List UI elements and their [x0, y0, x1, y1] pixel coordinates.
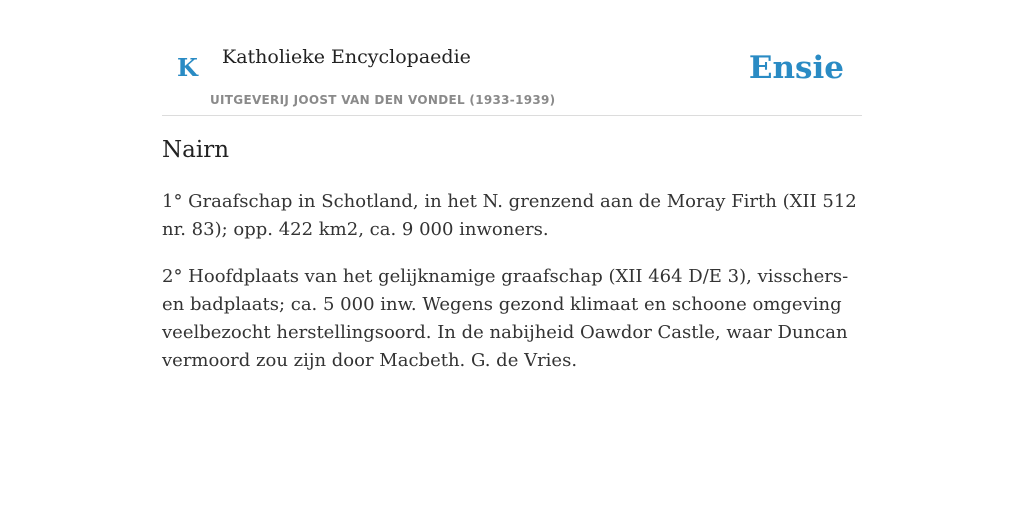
article-paragraph-1: 1° Graafschap in Schotland, in het N. grenzend aan de Moray Firth (XII 512 nr. 83); opp. 422 km2, ca. 9 000 inwoners. [162, 190, 857, 240]
article-title: Nairn [162, 137, 230, 163]
encyclopedia-logo-link[interactable]: K [177, 53, 198, 82]
publisher-subtitle: UITGEVERIJ JOOST VAN DEN VONDEL (1933-1939) [210, 93, 556, 107]
article-paragraph-2: 2° Hoofdplaats van het gelijknamige graafschap (XII 464 D/E 3), visschers- en badplaats; ca. 5 000 inw. Wegens gezond klimaat en schoone omgeving veelbezocht herstellingsoord. In de nabijheid Oawdor Castle, waar Duncan vermoord zou zijn door Macbeth. G. de Vries. [162, 265, 849, 371]
site-header [162, 36, 862, 116]
encyclopedia-title-link[interactable]: Katholieke Encyclopaedie [222, 46, 471, 68]
article [162, 136, 862, 394]
ensie-brand-link[interactable]: Ensie [748, 50, 844, 86]
